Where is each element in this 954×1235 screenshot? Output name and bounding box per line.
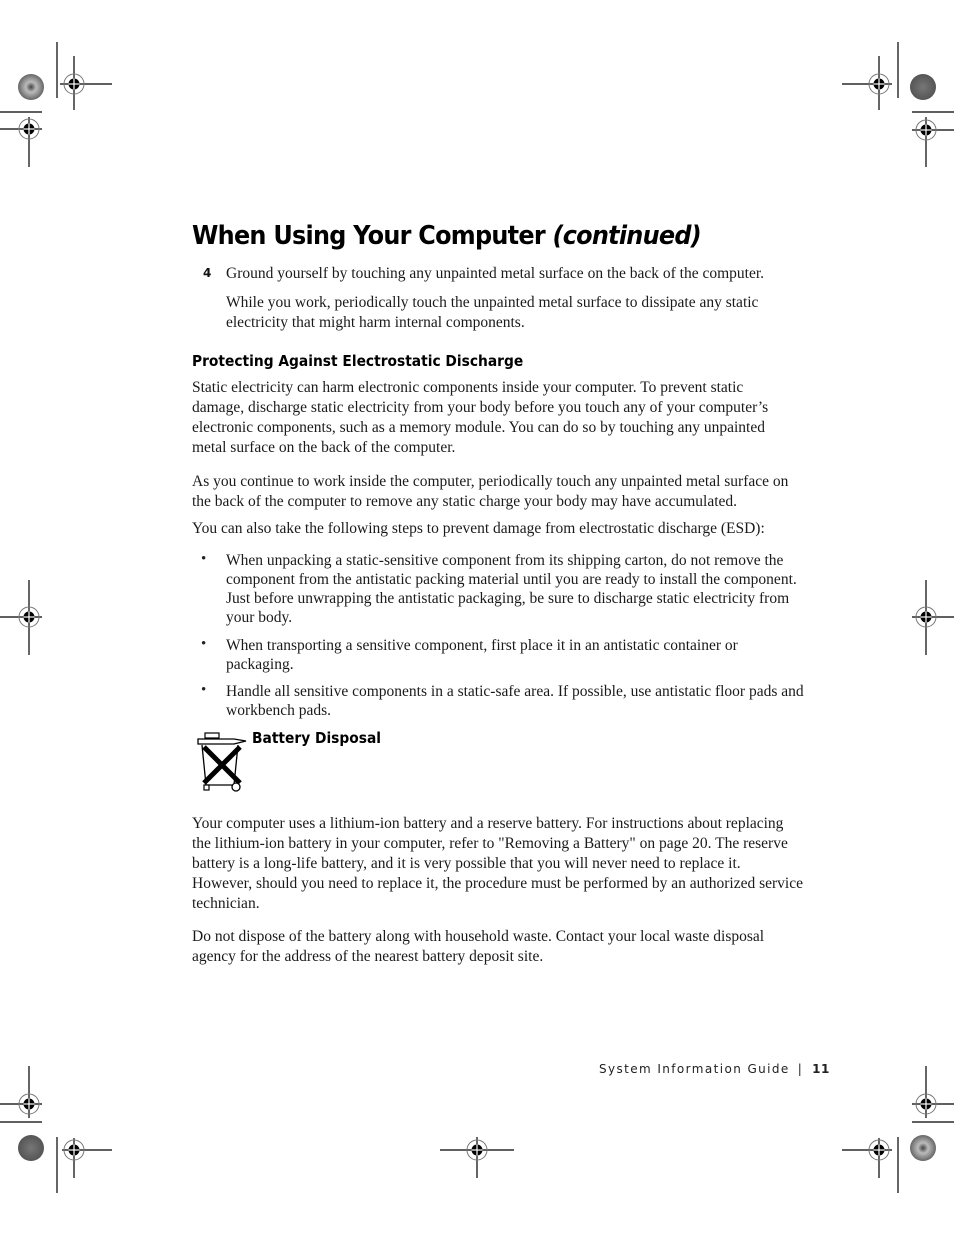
bullet-icon: • [201,551,207,567]
esd-paragraph-1: Static electricity can harm electronic components inside your computer. To prevent static damage, discharge static electricity from your body before you touch any of your computer’s electronic components, such as a memory module. You can do so by touching any unpainted metal surface on the back of the computer. [192,379,769,456]
crossed-out-wheeled-bin-icon [196,731,250,795]
solid-target-bottom-left [18,1135,44,1161]
esd-bullet-2: When transporting a sensitive component, first place it in an antistatic container or packaging. [226,637,738,673]
esd-bullet-3: Handle all sensitive components in a static-safe area. If possible, use antistatic floor pads and workbench pads. [226,683,804,719]
registration-mark-middle-right [912,580,954,655]
footer-separator: | [797,1062,804,1076]
star-target-top-left [18,74,44,100]
bullet-icon: • [201,682,207,698]
registration-mark-bottom-center [440,1137,514,1178]
battery-paragraph-1: Your computer uses a lithium-ion battery and a reserve battery. For instructions about replacing the lithium-ion battery in your computer, refer to "Removing a Battery" on page 20. The reserve battery is a long-life battery, and it is very possible that you will never need to replace it. However, should you need to replace it, the procedure must be performed by an authorized service technician. [192,815,803,912]
step-number: 4 [203,266,212,280]
page-title-continued: (continued) [552,221,701,251]
page-number: 11 [812,1062,830,1076]
page-footer [599,1062,830,1076]
registration-mark-bottom-right [842,1066,954,1193]
esd-bullet-1: When unpacking a static-sensitive component from its shipping carton, do not remove the component from the antistatic packing material until you are ready to install the component. Just before unwrapping the antistatic packaging, be sure to discharge static electricity from your body. [226,552,797,626]
guide-name: System Information Guide [599,1062,790,1076]
page-title [192,221,701,251]
esd-paragraph-3: You can also take the following steps to prevent damage from electrostatic discharge (ESD): [192,520,765,537]
bullet-icon: • [201,636,207,652]
esd-heading: Protecting Against Electrostatic Discharge [192,352,524,370]
step-note: While you work, periodically touch the unpainted metal surface to dissipate any static electricity that might harm internal components. [226,294,759,331]
registration-mark-middle-left [0,580,42,655]
star-target-bottom-right [910,1135,936,1161]
registration-mark-bottom-left [0,1066,112,1193]
esd-paragraph-2: As you continue to work inside the computer, periodically touch any unpainted metal surface on the back of the computer to remove any static charge your body may have accumulated. [192,473,789,510]
solid-target-top-right [910,74,936,100]
page-title-main: When Using Your Computer [192,221,545,251]
battery-paragraph-2: Do not dispose of the battery along with household waste. Contact your local waste disposal agency for the address of the nearest battery deposit site. [192,928,765,965]
step-text: Ground yourself by touching any unpainted metal surface on the back of the computer. [226,265,765,282]
battery-heading: Battery Disposal [252,729,382,747]
registration-mark-top-left [0,42,112,167]
registration-mark-top-right [842,42,954,167]
